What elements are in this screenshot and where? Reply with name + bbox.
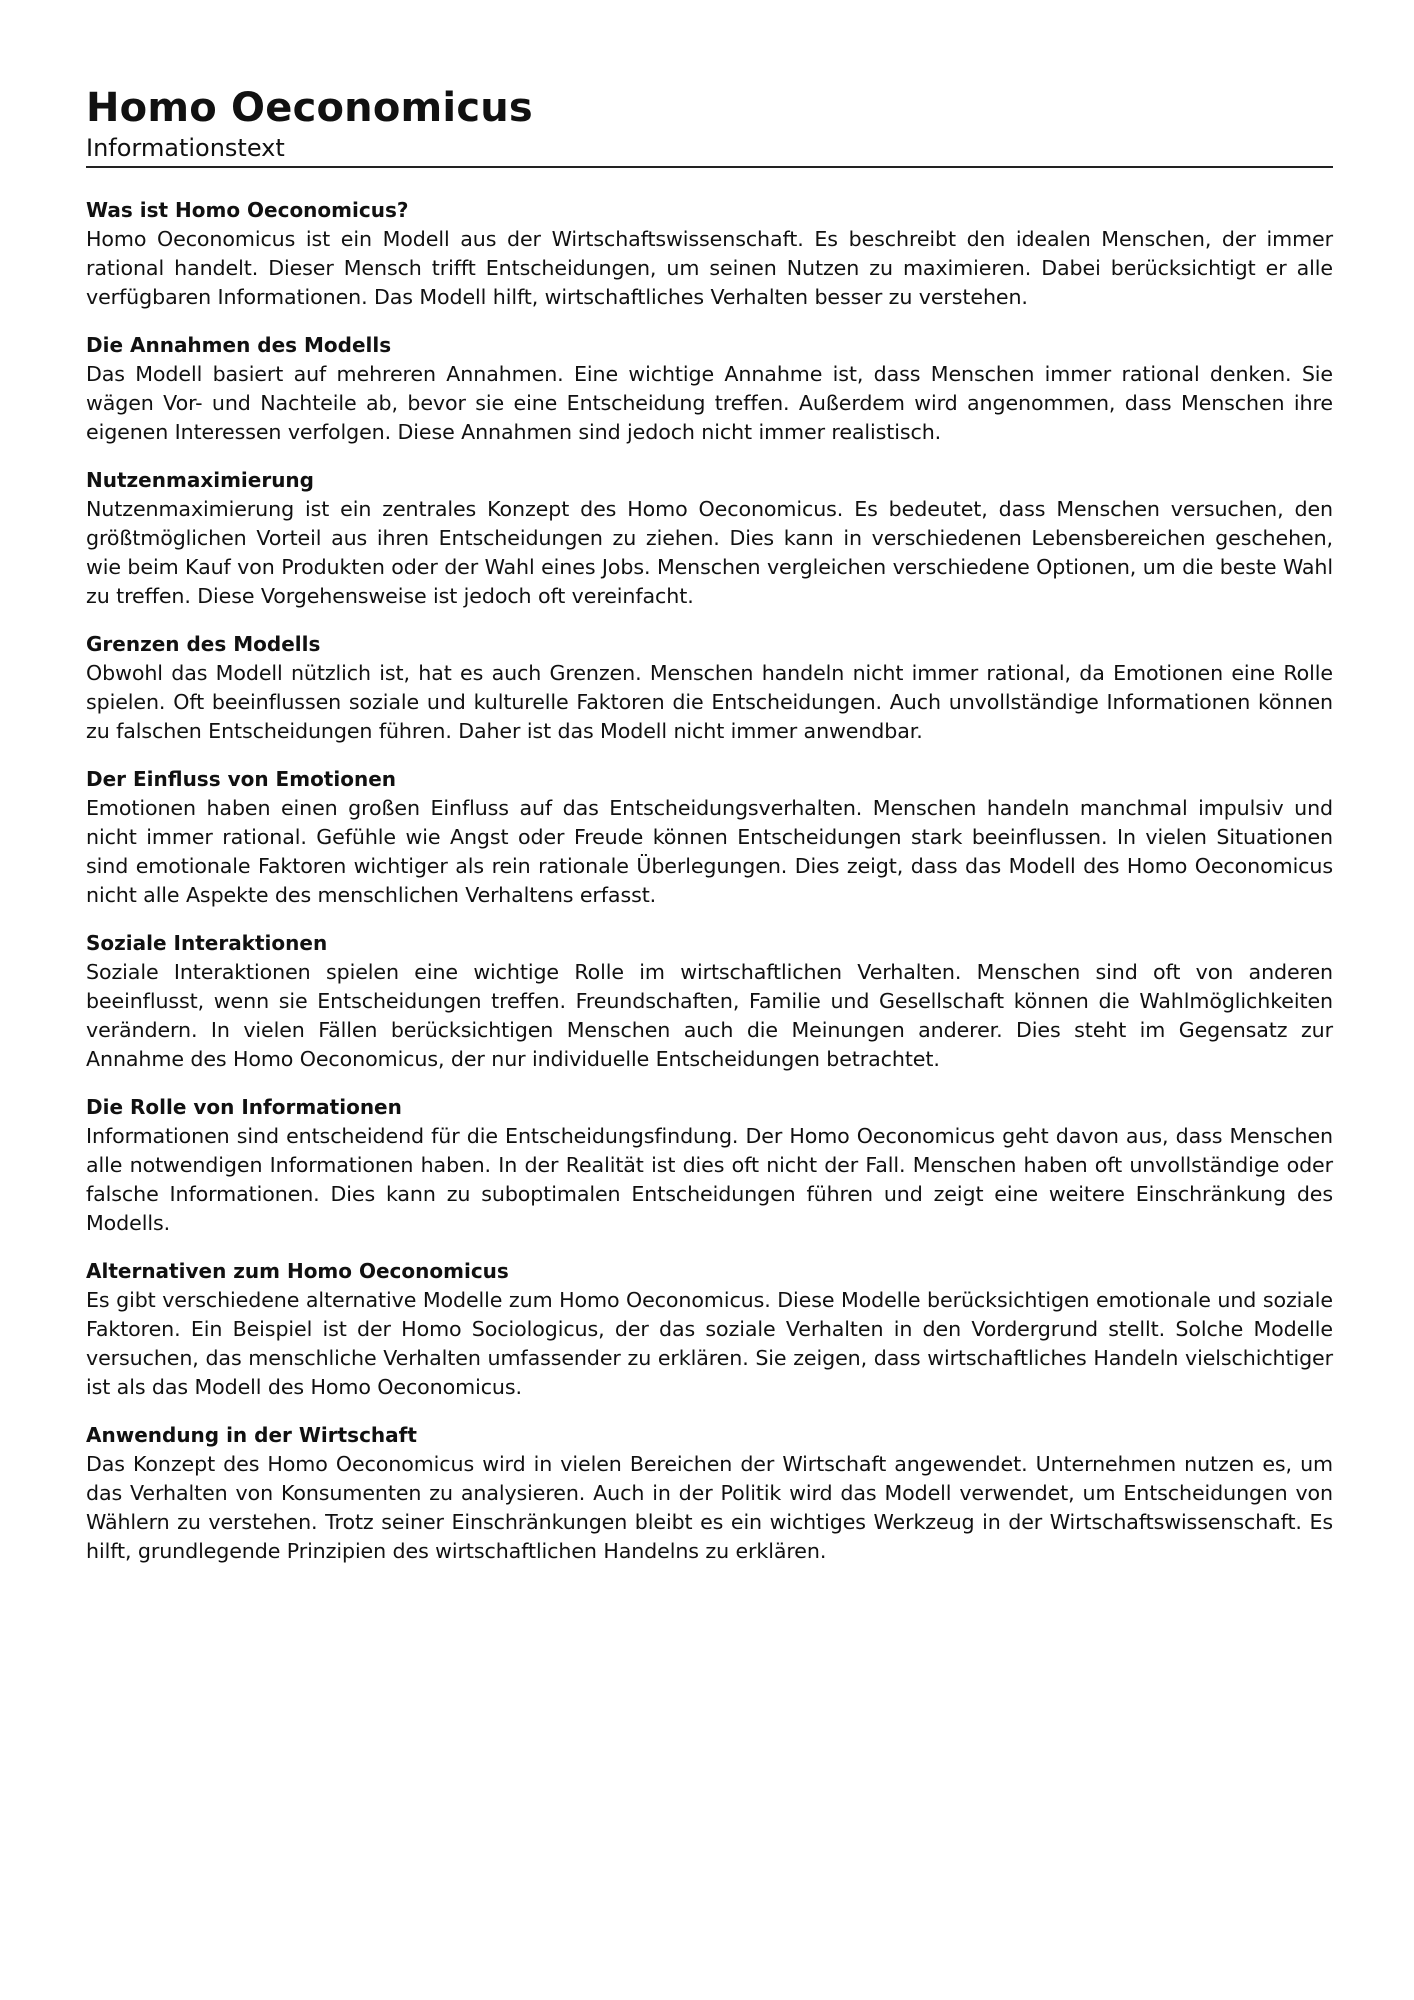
- section-heading: Der Einfluss von Emotionen: [86, 767, 396, 791]
- section-grenzen-des-modells: [86, 630, 1333, 746]
- section-alternativen: [86, 1257, 1333, 1402]
- section-rolle-von-informationen: [86, 1093, 1333, 1238]
- section-heading: Soziale Interaktionen: [86, 931, 328, 955]
- section-body: Homo Oeconomicus ist ein Modell aus der Wirtschaftswissenschaft. Es beschreibt den idealen Menschen, der immer rational handelt. Dieser Mensch trifft Entscheidungen, um seinen Nutzen zu maximieren. Dabei berücksichtigt er alle verfügbaren Informationen. Das Modell hilft, wirtschaftliches Verhalten besser zu verstehen.: [86, 227, 1333, 309]
- section-body: Informationen sind entscheidend für die Entscheidungsfindung. Der Homo Oeconomicus geht davon aus, dass Menschen alle notwendigen Informationen haben. In der Realität ist dies oft nicht der Fall. Menschen haben oft unvollständige oder falsche Informationen. Dies kann zu suboptimalen Entscheidungen führen und zeigt eine weitere Einschränkung des Modells.: [86, 1124, 1333, 1235]
- section-body: Das Konzept des Homo Oeconomicus wird in vielen Bereichen der Wirtschaft angewendet. Unternehmen nutzen es, um das Verhalten von Konsumenten zu analysieren. Auch in der Politik wird das Modell verwendet, um Entscheidungen von Wählern zu verstehen. Trotz seiner Einschränkungen bleibt es ein wichtiges Werkzeug in der Wirtschaftswissenschaft. Es hilft, grundlegende Prinzipien des wirtschaftlichen Handelns zu erklären.: [86, 1452, 1333, 1563]
- section-nutzenmaximierung: [86, 466, 1333, 611]
- section-annahmen-des-modells: [86, 331, 1333, 447]
- section-heading: Nutzenmaximierung: [86, 468, 314, 492]
- section-heading: Anwendung in der Wirtschaft: [86, 1423, 417, 1447]
- document-title: Homo Oeconomicus: [86, 85, 533, 131]
- section-heading: Grenzen des Modells: [86, 632, 321, 656]
- document-subtitle: Informationstext: [86, 132, 1333, 168]
- section-body: Es gibt verschiedene alternative Modelle zum Homo Oeconomicus. Diese Modelle berücksichtigen emotionale und soziale Faktoren. Ein Beispiel ist der Homo Sociologicus, der das soziale Verhalten in den Vordergrund stellt. Solche Modelle versuchen, das menschliche Verhalten umfassender zu erklären. Sie zeigen, dass wirtschaftliches Handeln vielschichtiger ist als das Modell des Homo Oeconomicus.: [86, 1288, 1333, 1399]
- document-content: [86, 196, 1333, 1566]
- section-soziale-interaktionen: [86, 929, 1333, 1074]
- section-heading: Alternativen zum Homo Oeconomicus: [86, 1259, 509, 1283]
- section-body: Nutzenmaximierung ist ein zentrales Konzept des Homo Oeconomicus. Es bedeutet, dass Menschen versuchen, den größtmöglichen Vorteil aus ihren Entscheidungen zu ziehen. Dies kann in verschiedenen Lebensbereichen geschehen, wie beim Kauf von Produkten oder der Wahl eines Jobs. Menschen vergleichen verschiedene Optionen, um die beste Wahl zu treffen. Diese Vorgehensweise ist jedoch oft vereinfacht.: [86, 497, 1333, 608]
- section-body: Emotionen haben einen großen Einfluss auf das Entscheidungsverhalten. Menschen handeln manchmal impulsiv und nicht immer rational. Gefühle wie Angst oder Freude können Entscheidungen stark beeinflussen. In vielen Situationen sind emotionale Faktoren wichtiger als rein rationale Überlegungen. Dies zeigt, dass das Modell des Homo Oeconomicus nicht alle Aspekte des menschlichen Verhaltens erfasst.: [86, 796, 1333, 907]
- section-heading: Was ist Homo Oeconomicus?: [86, 198, 409, 222]
- document-header: [86, 84, 1333, 168]
- section-einfluss-von-emotionen: [86, 765, 1333, 910]
- section-heading: Die Annahmen des Modells: [86, 333, 392, 357]
- section-heading: Die Rolle von Informationen: [86, 1095, 402, 1119]
- document-page: [86, 84, 1333, 1585]
- section-body: Soziale Interaktionen spielen eine wichtige Rolle im wirtschaftlichen Verhalten. Menschen sind oft von anderen beeinflusst, wenn sie Entscheidungen treffen. Freundschaften, Familie und Gesellschaft können die Wahlmöglichkeiten verändern. In vielen Fällen berücksichtigen Menschen auch die Meinungen anderer. Dies steht im Gegensatz zur Annahme des Homo Oeconomicus, der nur individuelle Entscheidungen betrachtet.: [86, 960, 1333, 1071]
- section-anwendung-in-der-wirtschaft: [86, 1421, 1333, 1566]
- section-body: Das Modell basiert auf mehreren Annahmen. Eine wichtige Annahme ist, dass Menschen immer rational denken. Sie wägen Vor- und Nachteile ab, bevor sie eine Entscheidung treffen. Außerdem wird angenommen, dass Menschen ihre eigenen Interessen verfolgen. Diese Annahmen sind jedoch nicht immer realistisch.: [86, 362, 1333, 444]
- section-body: Obwohl das Modell nützlich ist, hat es auch Grenzen. Menschen handeln nicht immer rational, da Emotionen eine Rolle spielen. Oft beeinflussen soziale und kulturelle Faktoren die Entscheidungen. Auch unvollständige Informationen können zu falschen Entscheidungen führen. Daher ist das Modell nicht immer anwendbar.: [86, 661, 1333, 743]
- section-was-ist-homo-oeconomicus: [86, 196, 1333, 312]
